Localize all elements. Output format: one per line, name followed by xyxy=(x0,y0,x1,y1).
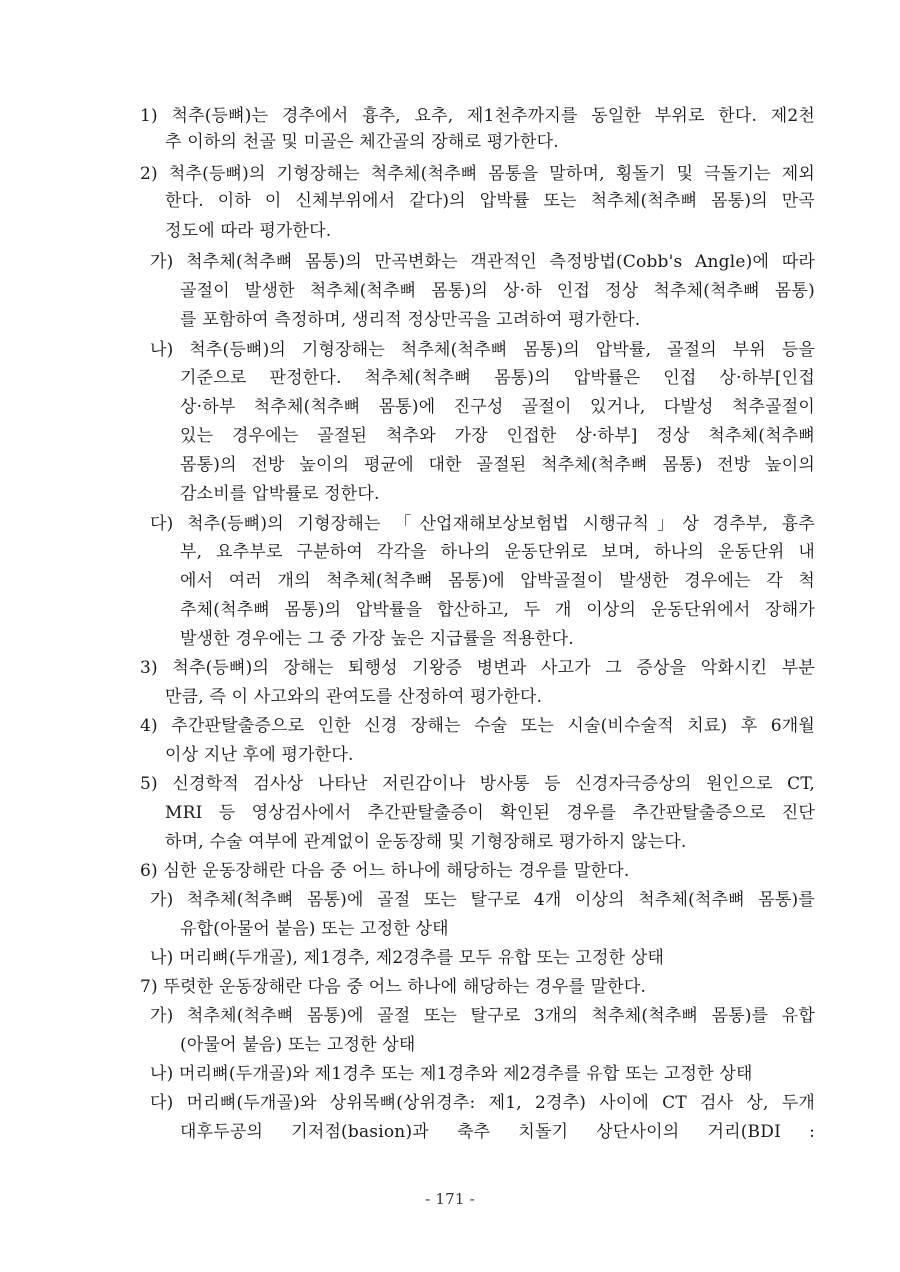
text-line: 추 이하의 천골 및 미골은 체간골의 장해로 평가한다. xyxy=(165,132,559,152)
text-line: 상·하부 척추체(척추뼈 몸통)에 진구성 골절이 있거나, 다발성 척추골절이 xyxy=(180,397,815,417)
text-line: 나) 머리뼈(두개골)와 제1경추 또는 제1경추와 제2경추를 유합 또는 고정한 상태 xyxy=(150,1064,753,1084)
text-line: 이상 지난 후에 평가한다. xyxy=(165,745,354,765)
text-line: 감소비를 압박률로 정한다. xyxy=(180,484,380,504)
text-line: 정도에 따라 평가한다. xyxy=(165,221,332,241)
text-line: 몸통)의 전방 높이의 평균에 대한 골절된 척추체(척추뼈 몸통) 전방 높이의 xyxy=(180,455,815,475)
text-line: 유합(아물어 붙음) 또는 고정한 상태 xyxy=(180,919,449,939)
text-line: 7) 뚜렷한 운동장해란 다음 중 어느 하나에 해당하는 경우를 말한다. xyxy=(140,977,647,997)
text-line: 6) 심한 운동장해란 다음 중 어느 하나에 해당하는 경우를 말한다. xyxy=(140,861,630,881)
text-line: 1) 척추(등뼈)는 경추에서 흉추, 요추, 제1천추까지를 동일한 부위로 한다. 제2천 xyxy=(140,106,815,126)
text-line: 추체(척추뼈 몸통)의 압박률을 합산하고, 두 개 이상의 운동단위에서 장해가 xyxy=(180,600,815,620)
text-line: 에서 여러 개의 척추체(척추뼈 몸통)에 압박골절이 발생한 경우에는 각 척 xyxy=(180,571,815,591)
text-line: 다) 머리뼈(두개골)와 상위목뼈(상위경추: 제1, 2경추) 사이에 CT 검사 상, 두개 xyxy=(150,1093,815,1113)
text-line: (아물어 붙음) 또는 고정한 상태 xyxy=(180,1035,416,1055)
text-line: 가) 척추체(척추뼈 몸통)에 골절 또는 탈구로 3개의 척추체(척추뼈 몸통)를 유합 xyxy=(150,1006,815,1026)
text-line: 가) 척추체(척추뼈 몸통)의 만곡변화는 객관적인 측정방법(Cobb's Angle)에 따라 xyxy=(150,252,815,272)
text-line: 3) 척추(등뼈)의 장해는 퇴행성 기왕증 병변과 사고가 그 증상을 악화시킨 부분 xyxy=(140,658,815,678)
text-line: 만큼, 즉 이 사고와의 관여도를 산정하여 평가한다. xyxy=(165,687,543,707)
text-line: 골절이 발생한 척추체(척추뼈 몸통)의 상·하 인접 정상 척추체(척추뼈 몸통) xyxy=(180,281,815,301)
text-line: 를 포함하여 측정하며, 생리적 정상만곡을 고려하여 평가한다. xyxy=(180,310,641,330)
text-line: 기준으로 판정한다. 척추체(척추뼈 몸통)의 압박률은 인접 상·하부[인접 xyxy=(180,368,815,388)
text-line: 4) 추간판탈출증으로 인한 신경 장해는 수술 또는 시술(비수술적 치료) 후 6개월 xyxy=(140,716,815,736)
text-line: 다) 척추(등뼈)의 기형장해는 「산업재해보상보험법 시행규칙」상 경추부, 흉추 xyxy=(150,514,815,534)
text-line: 대후두공의 기저점(basion)과 축추 치돌기 상단사이의 거리(BDI : xyxy=(180,1122,815,1142)
text-line: 가) 척추체(척추뼈 몸통)에 골절 또는 탈구로 4개 이상의 척추체(척추뼈 몸통)를 xyxy=(150,890,815,910)
text-line: MRI 등 영상검사에서 추간판탈출증이 확인된 경우를 추간판탈출증으로 진단 xyxy=(165,803,815,823)
text-line: 2) 척추(등뼈)의 기형장해는 척추체(척추뼈 몸통을 말하며, 횡돌기 및 극돌기는 제외 xyxy=(140,164,815,184)
page-number: - 171 - xyxy=(425,1190,475,1208)
text-line: 있는 경우에는 골절된 척추와 가장 인접한 상·하부] 정상 척추체(척추뼈 xyxy=(180,426,815,446)
text-line: 나) 척추(등뼈)의 기형장해는 척추체(척추뼈 몸통)의 압박률, 골절의 부위 등을 xyxy=(150,340,815,360)
text-line: 발생한 경우에는 그 중 가장 높은 지급률을 적용한다. xyxy=(180,629,574,649)
text-line: 하며, 수술 여부에 관계없이 운동장해 및 기형장해로 평가하지 않는다. xyxy=(165,832,687,852)
text-line: 한다. 이하 이 신체부위에서 같다)의 압박률 또는 척추체(척추뼈 몸통)의 만곡 xyxy=(165,191,815,211)
text-line: 5) 신경학적 검사상 나타난 저린감이나 방사통 등 신경자극증상의 원인으로 CT, xyxy=(140,774,815,794)
text-line: 나) 머리뼈(두개골), 제1경추, 제2경추를 모두 유합 또는 고정한 상태 xyxy=(150,948,665,968)
text-line: 부, 요추부로 구분하여 각각을 하나의 운동단위로 보며, 하나의 운동단위 내 xyxy=(180,542,815,562)
